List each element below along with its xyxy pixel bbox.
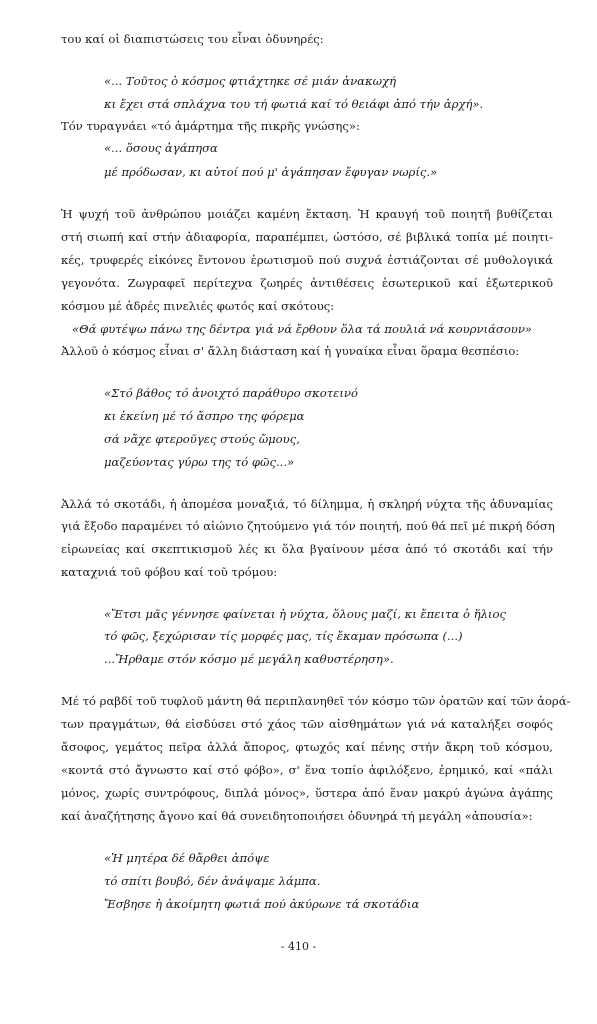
- paragraph-line: γεγονότα. Ζωγραφεῖ περίτεχνα ζωηρές ἀντιθέσεις ἐσωτερικοῦ καί ἐξωτερικοῦ: [61, 276, 553, 290]
- paragraph-line: ἄσοφος, γεμάτος πεῖρα ἀλλά ἄπορος, φτωχός καί πένης στήν ἄκρη τοῦ κόσμου,: [61, 740, 553, 754]
- text-line: Τόν τυραγνάει «τό ἁμάρτημα τῆς πικρῆς γνώσης»:: [61, 119, 360, 133]
- quote-line: κι ἔχει στά σπλάχνα του τή φωτιά καί τό θειάφι ἀπό τήν ἀρχή».: [104, 97, 484, 111]
- quote-line: τό σπίτι βουβό, δέν ἀνάψαμε λάμπα.: [104, 874, 321, 888]
- paragraph-line: μόνος, χωρίς συντρόφους, διπλά μόνος», ὕστερα ἀπό ἕναν μακρύ ἀγώνα ἀγάπης: [61, 786, 553, 800]
- paragraph-line: Ἡ ψυχή τοῦ ἀνθρώπου μοιάζει καμένη ἔκταση. Ἡ κραυγή τοῦ ποιητῆ βυθίζεται: [61, 207, 553, 221]
- text-line: του καί οἱ διαπιστώσεις του εἶναι ὀδυνηρές:: [61, 32, 324, 46]
- quote-line: «... ὅσους ἀγάπησα: [104, 141, 218, 155]
- quote-line: σά νἄχε φτεροῦγες στούς ὤμους,: [104, 432, 300, 446]
- paragraph-line: καταχνιά τοῦ φόβου καί τοῦ τρόμου:: [61, 565, 278, 579]
- quote-line: «Ἔτσι μᾶς γέννησε φαίνεται ἡ νύχτα, ὅλους μαζί, κι ἔπειτα ὁ ἥλιος: [104, 607, 506, 621]
- paragraph-line: «κοντά στό ἄγνωστο καί στό φόβο», σ' ἕνα τοπίο ἀφιλόξενο, ἐρημικό, καί «πάλι: [61, 763, 553, 777]
- quote-line: «Ἡ μητέρα δέ θἄρθει ἀπόψε: [104, 851, 270, 865]
- paragraph-line: εἰρωνείας καί σκεπτικισμοῦ λές κι ὅλα βγαίνουν μέσα ἀπό τό σκοτάδι καί τήν: [61, 542, 553, 556]
- quote-line: κι ἐκείνη μέ τό ἄσπρο της φόρεμα: [104, 409, 305, 423]
- quote-line: Ἔσβησε ἡ ἀκοίμητη φωτιά πού ἀκύρωνε τά σκοτάδια: [104, 897, 420, 911]
- paragraph-line: στή σιωπή καί στήν ἀδιαφορία, παραπέμπει, ὡστόσο, σέ βιβλικά τοπία μέ ποιητι-: [61, 230, 553, 244]
- paragraph-line: Μέ τό ραβδί τοῦ τυφλοῦ μάντη θά περιπλανηθεῖ τόν κόσμο τῶν ὁρατῶν καί τῶν ἀορά-: [61, 694, 571, 708]
- paragraph-line: Ἀλλά τό σκοτάδι, ἡ ἀπομέσα μοναξιά, τό δίλημμα, ἡ σκληρή νύχτα τῆς ἀδυναμίας: [61, 497, 553, 511]
- quote-line: μέ πρόδωσαν, κι αὐτοί πού μ' ἀγάπησαν ἔφυγαν νωρίς.»: [104, 165, 438, 179]
- quote-line: «Στό βάθος τό ἀνοιχτό παράθυρο σκοτεινό: [104, 386, 358, 400]
- quote-line: τό φῶς, ξεχώρισαν τίς μορφές μας, τίς ἔκαμαν πρόσωπα (...): [104, 629, 463, 643]
- page-number: - 410 -: [280, 940, 317, 953]
- quote-line: «Θά φυτέψω πάνω της δέντρα γιά νά ἔρθουν ὅλα τά πουλιά νά κουρνιάσουν»: [72, 322, 532, 336]
- paragraph-line: Ἀλλοῦ ὁ κόσμος εἶναι σ' ἄλλη διάσταση καί ἡ γυναίκα εἶναι ὅραμα θεσπέσιο:: [61, 344, 520, 358]
- paragraph-line: των πραγμάτων, θά εἰσδύσει στό χάος τῶν αἰσθημάτων γιά νά καταλήξει σοφός: [61, 717, 553, 731]
- quote-line: μαζεύοντας γύρω της τό φῶς...»: [104, 455, 295, 469]
- quote-line: ...Ἤρθαμε στόν κόσμο μέ μεγάλη καθυστέρηση».: [104, 652, 394, 666]
- paragraph-line: κές, τρυφερές εἰκόνες ἔντονου ἐρωτισμοῦ πού συχνά ἐστιάζονται σέ μυθολογικά: [61, 253, 553, 267]
- paragraph-line: καί ἀναζήτησης ἄγονο καί θά συνειδητοποιήσει ὀδυνηρά τή μεγάλη «ἀπουσία»:: [61, 809, 533, 823]
- quote-line: «... Τοῦτος ὁ κόσμος φτιάχτηκε σέ μιάν ἀνακωχή: [104, 74, 397, 88]
- paragraph-line: γιά ἔξοδο παραμένει τό αἰώνιο ζητούμενο γιά τόν ποιητή, πού θά πεῖ μέ πικρή δόση: [61, 519, 555, 533]
- paragraph-line: κόσμου μέ ἁδρές πινελιές φωτός καί σκότους:: [61, 299, 335, 313]
